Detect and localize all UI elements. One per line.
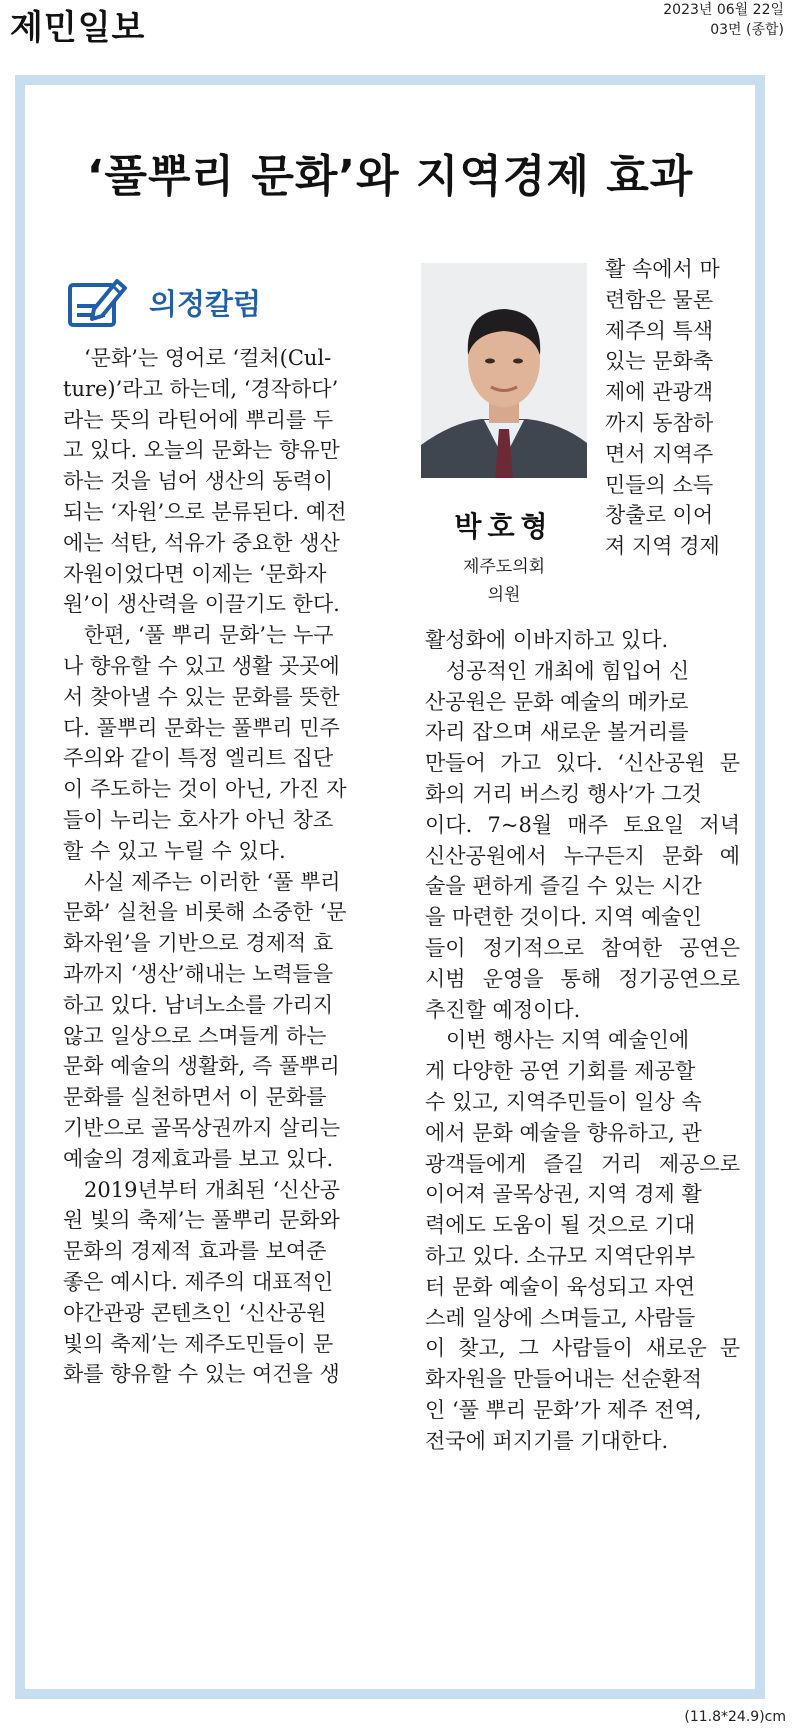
text-line: 라는 뜻의 라틴어에 뿌리를 두 [63,407,334,432]
text-line: 하고 있다. 남녀노소를 가리지 [63,992,334,1017]
text-line: ‘문화’는 영어로 ‘컬처(Cul- [84,346,332,370]
body-column-right-lower [425,625,740,1457]
text-line: 빛의 축제’는 제주도민들이 문 [63,1331,334,1356]
text-line: 술을 편하게 즐길 수 있는 시간 [425,874,702,899]
pen-note-icon [67,275,129,329]
text-line: 하는 것을 넘어 생산의 동력이 [63,469,334,494]
headline: ‘풀뿌리 문화’와 지역경제 효과 [86,151,694,202]
text-line: 좋은 예시다. 제주의 대표적인 [63,1269,334,1294]
text-line: 면서 지역주 [605,441,714,466]
text-line: 활성화에 이바지하고 있다. [425,628,669,652]
text-line: 고 있다. 오늘의 문화는 향유만 [63,438,340,463]
text-line: 까지 동참하 [605,410,714,435]
author-title [421,553,587,609]
text-line: 할 수 있고 누릴 수 있다. [63,838,286,863]
text-line: 이 찾고, 그 사람들이 새로운 문 [425,1336,740,1361]
text-line: 져 지역 경제 [605,534,720,559]
text-line: 을 마련한 것이다. 지역 예술인 [425,905,702,930]
text-line: 기반으로 골목상권까지 살리는 [63,1115,341,1140]
text-line: 문화’ 실천을 비롯해 소중한 ‘문 [63,900,347,925]
text-line: 만들어 가고 있다. ‘신산공원 문 [425,751,740,776]
text-line: 민들의 소득 [605,472,714,497]
text-line: 제에 관광객 [605,380,714,405]
publication-date: 2023년 06월 22일 [663,2,784,18]
masthead: 제민일보 [10,8,146,48]
author-portrait-image [421,263,587,478]
text-line: 전국에 퍼지기를 기대한다. [425,1428,669,1453]
text-line: 력에도 도움이 될 것으로 기대 [425,1213,696,1238]
author-photo [421,263,587,478]
text-line: 예술의 경제효과를 보고 있다. [63,1146,334,1171]
text-line: 되는 ‘자원’으로 분류된다. 예전 [63,499,347,524]
text-line: 자원이었다면 이제는 ‘문화자 [63,561,327,586]
text-line: 터 문화 예술이 육성되고 자연 [425,1274,696,1299]
text-line: 추진할 예정이다. [425,997,581,1022]
text-line: 화자원’을 기반으로 경제적 효 [63,931,334,956]
page-section: 03면 (종합) [710,22,784,38]
text-line: 원 빛의 축제’는 풀뿌리 문화와 [63,1208,340,1233]
text-line: 시범 운영을 통해 정기공연으로 [425,966,740,991]
text-line: 창출로 이어 [605,503,714,528]
text-line: 한편, ‘풀 뿌리 문화’는 누구 [84,623,334,648]
text-line: 사실 제주는 이러한 ‘풀 뿌리 [84,869,341,894]
body-column-left [63,343,393,1390]
author-title-line: 의원 [487,585,521,605]
body-column-right-upper [605,254,740,562]
text-line: 산공원은 문화 예술의 메카로 [425,689,689,714]
text-line: 과까지 ‘생산’해내는 노력들을 [63,961,334,986]
article-dimension: (11.8*24.9)cm [684,1709,786,1725]
text-line: 화자원을 만들어내는 선순환적 [425,1367,703,1392]
text-line: 인 ‘풀 뿌리 문화’가 제주 전역, [425,1397,702,1422]
text-line: 자리 잡으며 새로운 볼거리를 [425,720,689,745]
text-line: 에서 문화 예술을 향유하고, 관 [425,1120,702,1145]
text-line: 주의와 같이 특정 엘리트 집단 [63,746,334,771]
text-line: 광객들에게 즐길 거리 제공으로 [425,1151,740,1176]
text-line: 들이 누리는 호사가 아닌 창조 [63,807,334,832]
text-line: 스레 일상에 스며들고, 사람들 [425,1305,696,1330]
text-line: 들이 정기적으로 참여한 공연은 [425,935,740,960]
text-line: 에는 석탄, 석유가 중요한 생산 [63,530,340,555]
author-title-line: 제주도의회 [462,557,546,577]
text-line: 제주의 특색 [605,318,714,343]
text-line: 서 찾아낼 수 있는 문화를 뜻한 [63,684,340,709]
text-line: 않고 일상으로 스며들게 하는 [63,1023,327,1048]
text-line: 성공적인 개최에 힘입어 신 [446,658,690,683]
column-label [67,275,261,329]
text-line: 화를 향유할 수 있는 여건을 생 [63,1362,340,1387]
text-line: 문화를 실천하면서 이 문화를 [63,1085,327,1110]
text-line: 화의 거리 버스킹 행사’가 그것 [425,781,702,806]
text-line: 신산공원에서 누구든지 문화 예 [425,843,740,868]
text-line: 야간관광 콘텐츠인 ‘신산공원 [63,1300,327,1325]
text-line: 문화의 경제적 효과를 보여준 [63,1239,327,1264]
text-line: 련함은 물론 [605,287,714,312]
text-line: 문화 예술의 생활화, 즉 풀뿌리 [63,1054,340,1079]
text-line: 이 주도하는 것이 아닌, 가진 자 [63,777,347,802]
text-line: ture)’라고 하는데, ‘경작하다’ [63,376,339,401]
text-line: 이다. 7~8월 매주 토요일 저녁 [425,812,740,837]
publication-meta [663,0,784,40]
text-line: 다. 풀뿌리 문화는 풀뿌리 민주 [63,715,340,740]
text-line: 2019년부터 개최된 ‘신산공 [84,1177,341,1202]
column-label-text: 의정칼럼 [149,286,262,321]
article-frame [15,75,765,1699]
text-line: 수 있고, 지역주민들이 일상 속 [425,1089,702,1114]
text-line: 활 속에서 마 [605,257,720,281]
text-line: 이번 행사는 지역 예술인에 [446,1028,690,1053]
text-line: 원’이 생산력을 이끌기도 한다. [63,592,340,617]
text-line: 이어져 골목상권, 지역 경제 활 [425,1182,702,1207]
text-line: 하고 있다. 소규모 지역단위부 [425,1243,696,1268]
text-line: 게 다양한 공연 기회를 제공할 [425,1059,696,1084]
text-line: 나 향유할 수 있고 생활 곳곳에 [63,653,340,678]
text-line: 있는 문화축 [605,349,714,374]
author-name: 박호형 [454,510,554,543]
